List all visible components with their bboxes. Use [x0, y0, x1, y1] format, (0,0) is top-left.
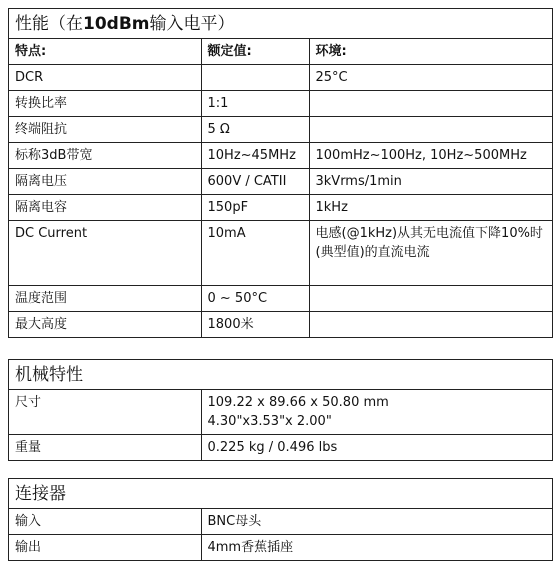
dimension-metric: 109.22 x 89.66 x 50.80 mm [207, 395, 389, 410]
row-value: 1800米 [201, 312, 309, 338]
table-row [9, 509, 552, 535]
row-value: 10Hz~45MHz [201, 143, 309, 169]
row-label: 温度范围 [9, 286, 201, 312]
row-label: 转换比率 [9, 91, 201, 117]
row-condition: 3kVrms/1min [309, 169, 552, 195]
header-rating: 额定值: [201, 39, 309, 65]
table-row [9, 195, 552, 221]
table-row [9, 91, 552, 117]
row-label: 标称3dB带宽 [9, 143, 201, 169]
row-condition [309, 91, 552, 117]
row-value [201, 65, 309, 91]
table-row [9, 435, 552, 461]
mechanical-grid [9, 390, 552, 460]
row-value: 10mA [201, 221, 309, 286]
table-row [9, 221, 552, 286]
row-value: 0.225 kg / 0.496 lbs [201, 435, 552, 461]
connectors-grid [9, 509, 552, 560]
row-label: 输出 [9, 535, 201, 561]
mechanical-title: 机械特性 [9, 360, 552, 390]
row-value [201, 390, 552, 435]
row-label: 终端阻抗 [9, 117, 201, 143]
connectors-table [8, 478, 553, 561]
row-condition [309, 286, 552, 312]
table-row [9, 390, 552, 435]
table-row [9, 169, 552, 195]
table-row [9, 117, 552, 143]
row-condition [309, 312, 552, 338]
mechanical-table [8, 359, 553, 461]
row-label: 最大高度 [9, 312, 201, 338]
performance-title: 性能（在10dBm输入电平） [9, 9, 552, 39]
table-row [9, 65, 552, 91]
row-value: 600V / CATII [201, 169, 309, 195]
row-value: 5 Ω [201, 117, 309, 143]
row-value: 0 ~ 50°C [201, 286, 309, 312]
row-value: 150pF [201, 195, 309, 221]
performance-grid [9, 39, 552, 337]
table-row [9, 535, 552, 561]
row-label: 输入 [9, 509, 201, 535]
row-value: 4mm香蕉插座 [201, 535, 552, 561]
row-label: 尺寸 [9, 390, 201, 435]
row-value: 1:1 [201, 91, 309, 117]
row-value: BNC母头 [201, 509, 552, 535]
connectors-title: 连接器 [9, 479, 552, 509]
header-row [9, 39, 552, 65]
row-condition: 100mHz~100Hz, 10Hz~500MHz [309, 143, 552, 169]
table-row [9, 312, 552, 338]
row-label: 隔离电压 [9, 169, 201, 195]
row-condition: 1kHz [309, 195, 552, 221]
dimension-imperial: 4.30"x3.53"x 2.00" [207, 414, 332, 429]
table-row [9, 286, 552, 312]
header-environment: 环境: [309, 39, 552, 65]
header-feature: 特点: [9, 39, 201, 65]
row-label: DC Current [9, 221, 201, 286]
row-condition: 电感(@1kHz)从其无电流值下降10%时(典型值)的直流电流 [309, 221, 552, 286]
row-condition [309, 117, 552, 143]
table-row [9, 143, 552, 169]
row-label: DCR [9, 65, 201, 91]
performance-table [8, 8, 553, 338]
row-condition: 25°C [309, 65, 552, 91]
row-label: 重量 [9, 435, 201, 461]
row-label: 隔离电容 [9, 195, 201, 221]
